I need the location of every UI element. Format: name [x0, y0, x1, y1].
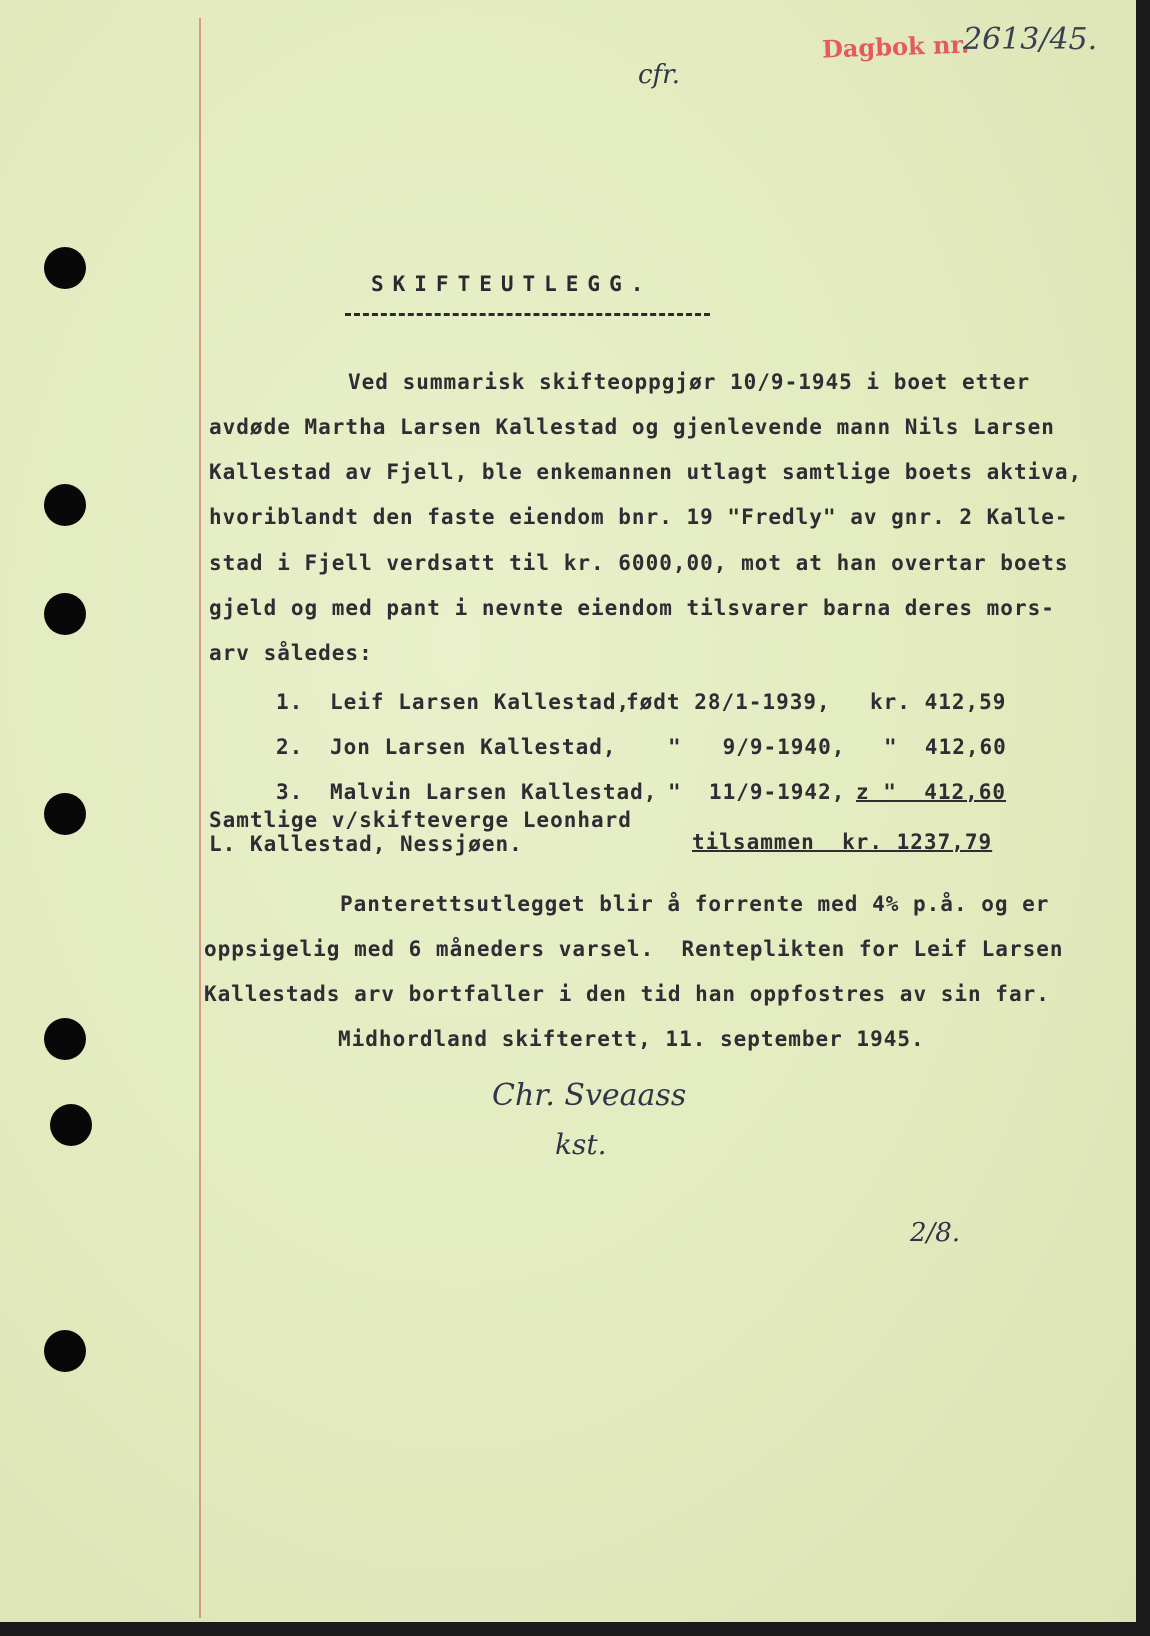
heir-number: 2.	[276, 735, 304, 759]
signature: Chr. Sveaass	[492, 1078, 687, 1113]
heir-amount: " 412,60	[884, 735, 1007, 759]
handwritten-note: 2/8.	[910, 1218, 961, 1248]
body-line: stad i Fjell verdsatt til kr. 6000,00, mot at han overtar boets	[209, 551, 1069, 575]
heir-number: 1.	[276, 690, 304, 714]
body-line: Kallestads arv bortfaller i den tid han oppfostres av sin far.	[204, 982, 1050, 1006]
heir-birth: " 9/9-1940,	[668, 735, 846, 759]
heir-amount: z " 412,60	[856, 780, 1007, 804]
body-line: hvoriblandt den faste eiendom bnr. 19 "Fredly" av gnr. 2 Kalle-	[209, 505, 1069, 529]
document-title: SKIFTEUTLEGG.	[371, 272, 653, 296]
punch-hole	[44, 1330, 86, 1372]
reference-number: 2613/45.	[963, 22, 1098, 57]
title-underline	[345, 313, 710, 316]
guardian-line: Samtlige v/skifteverge Leonhard	[209, 808, 632, 832]
heir-name: Jon Larsen Kallestad,	[330, 735, 617, 759]
punch-hole	[44, 247, 86, 289]
heir-birth: født 28/1-1939,	[626, 690, 831, 714]
guardian-line: L. Kallestad, Nessjøen.	[209, 832, 523, 856]
total-amount: tilsammen kr. 1237,79	[692, 830, 993, 854]
body-line: avdøde Martha Larsen Kallestad og gjenlevende mann Nils Larsen	[209, 415, 1055, 439]
heir-birth: " 11/9-1942,	[668, 780, 846, 804]
heir-name: Malvin Larsen Kallestad,	[330, 780, 658, 804]
body-line: Panterettsutlegget blir å forrente med 4% p.å. og er	[340, 892, 1050, 916]
handwritten-initials: cfr.	[638, 60, 681, 90]
body-line: gjeld og med pant i nevnte eiendom tilsvarer barna deres mors-	[209, 596, 1055, 620]
body-line: oppsigelig med 6 måneders varsel. Renteplikten for Leif Larsen	[204, 937, 1064, 961]
body-line: Kallestad av Fjell, ble enkemannen utlagt samtlige boets aktiva,	[209, 460, 1083, 484]
body-line: Ved summarisk skifteoppgjør 10/9-1945 i boet etter	[348, 370, 1031, 394]
punch-hole	[44, 1018, 86, 1060]
punch-hole	[50, 1104, 92, 1146]
heir-number: 3.	[276, 780, 304, 804]
body-line: arv således:	[209, 641, 373, 665]
punch-hole	[44, 593, 86, 635]
punch-hole	[44, 793, 86, 835]
margin-rule	[199, 18, 201, 1618]
punch-hole	[44, 484, 86, 526]
journal-stamp: Dagbok nr.	[821, 29, 970, 64]
heir-name: Leif Larsen Kallestad,	[330, 690, 631, 714]
signature-title: kst.	[555, 1128, 607, 1161]
heir-amount: kr. 412,59	[870, 690, 1007, 714]
place-date: Midhordland skifterett, 11. september 1945.	[338, 1027, 925, 1051]
